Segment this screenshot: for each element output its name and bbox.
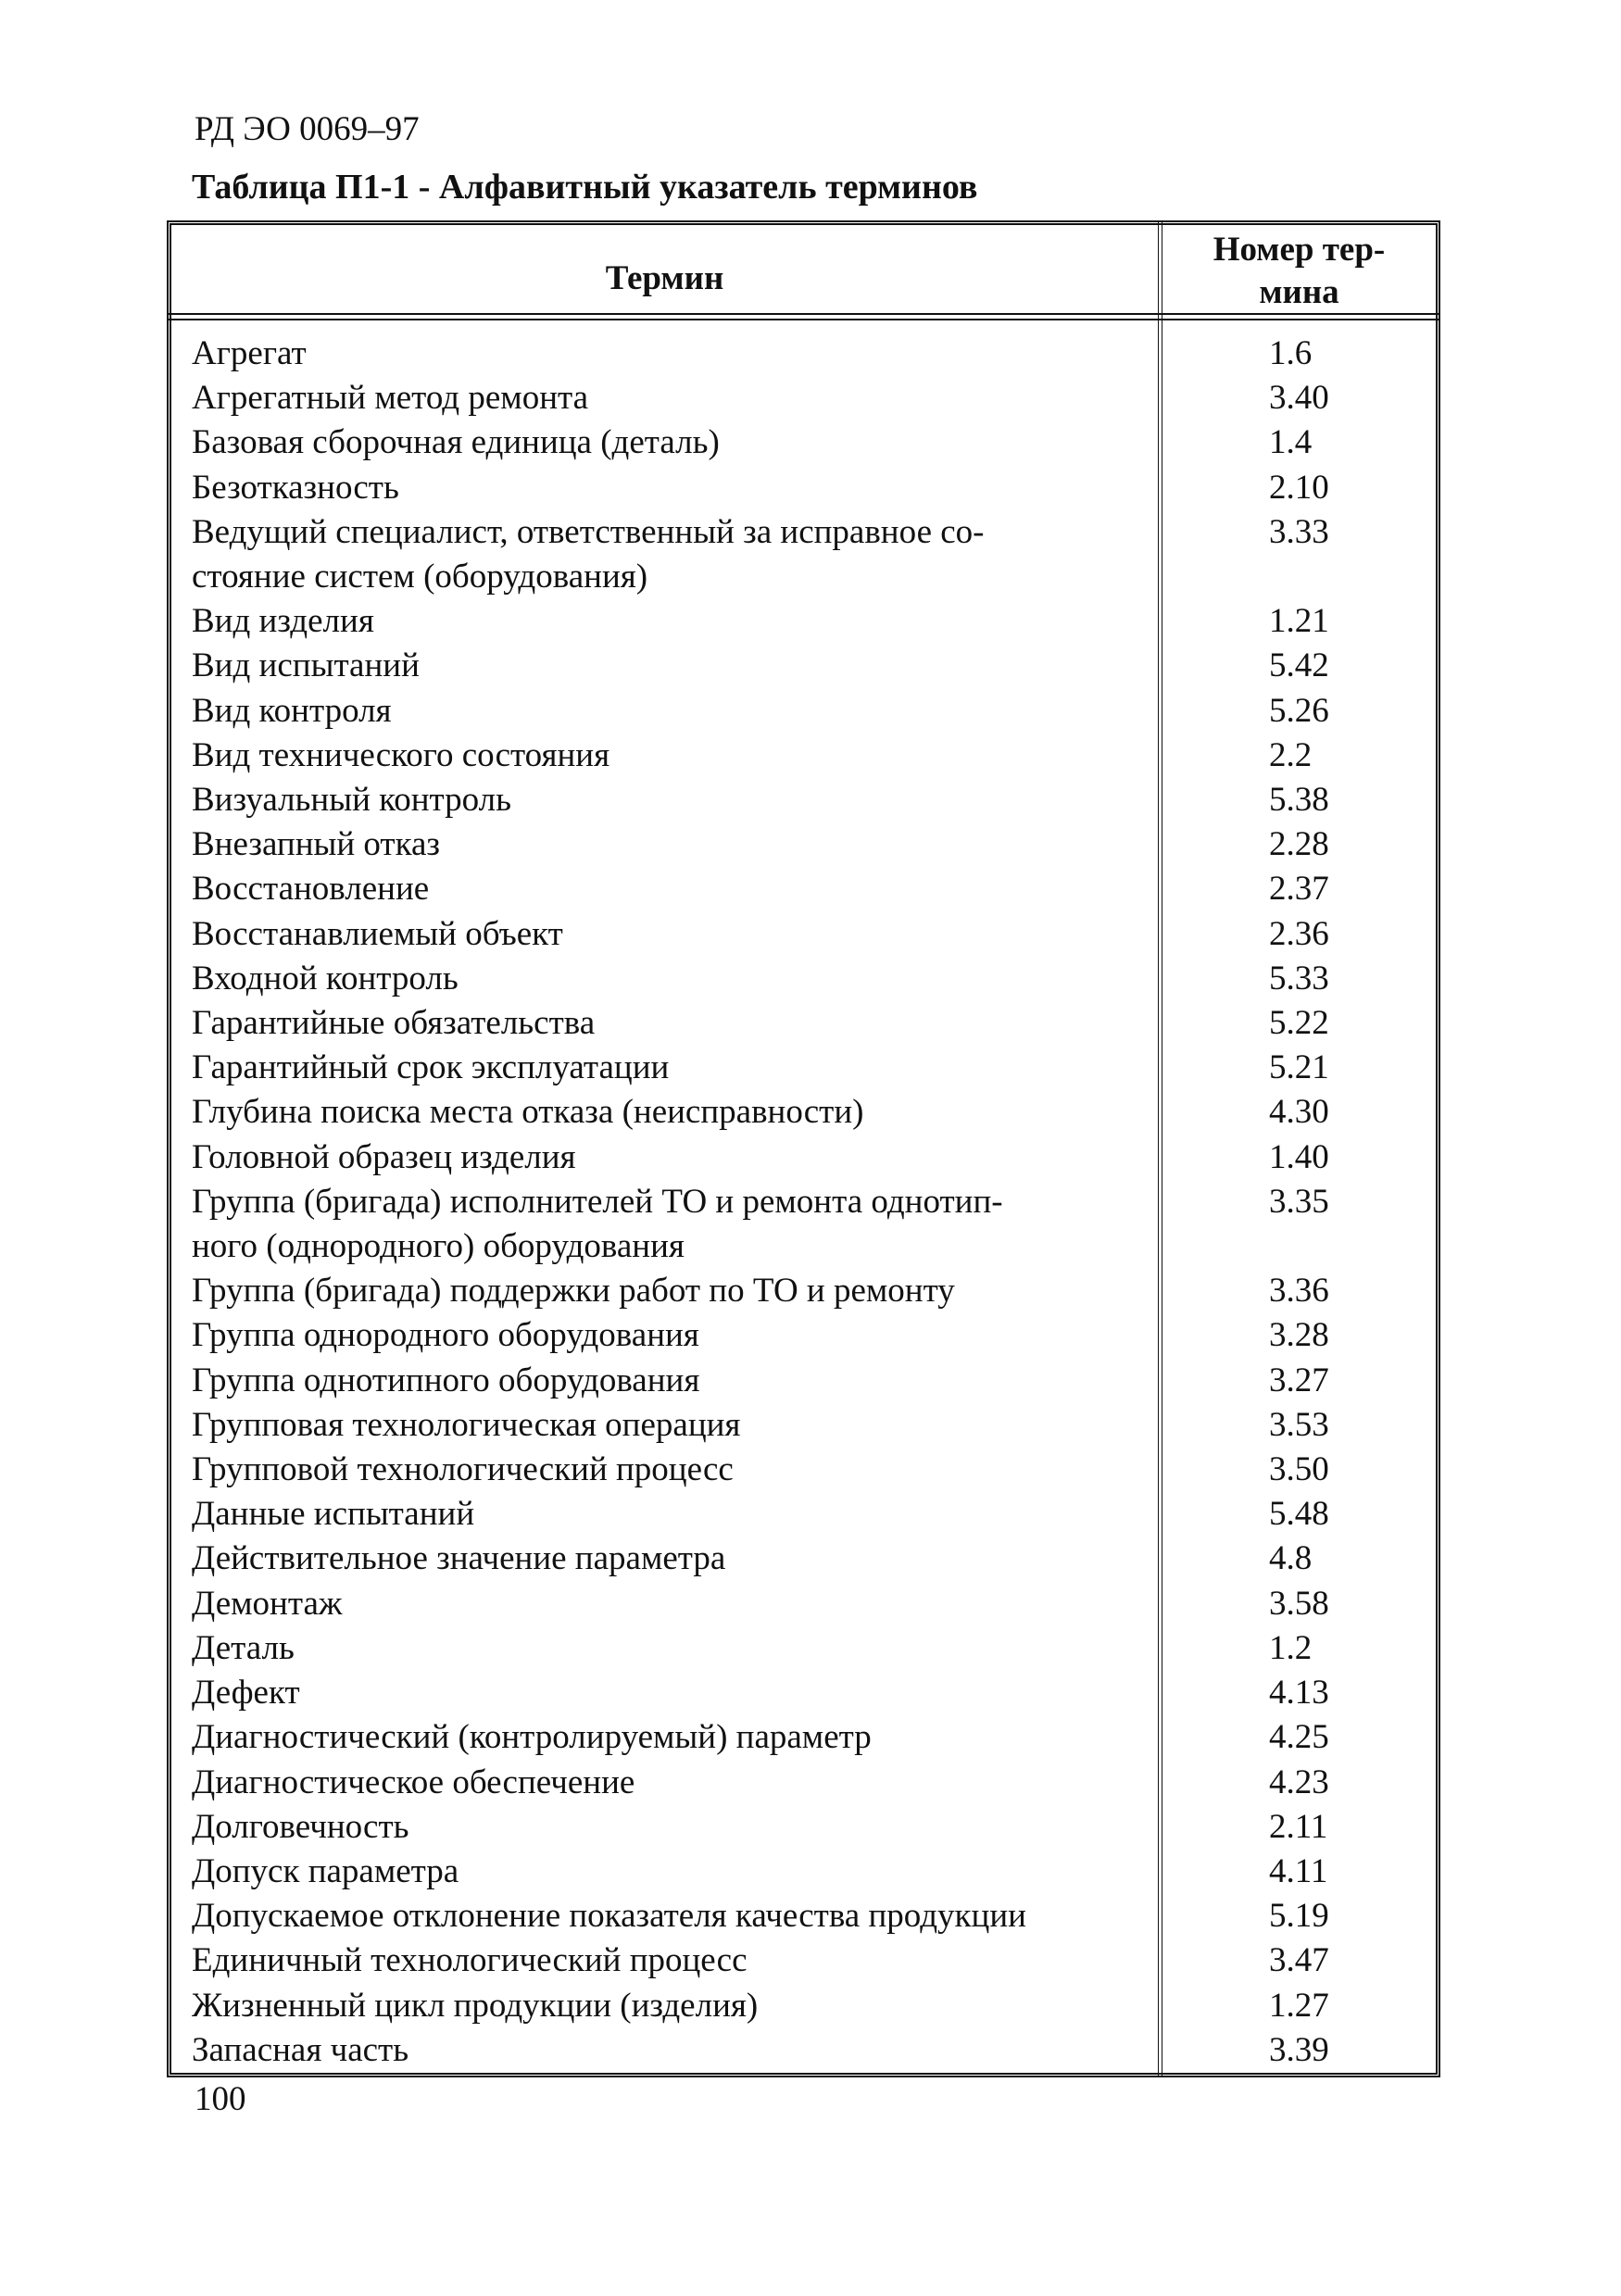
term-cell: Агрегат [192, 334, 307, 372]
term-number-cell: 2.36 [1269, 914, 1329, 953]
term-cell: Вид изделия [192, 602, 374, 641]
term-cell: Дефект [192, 1674, 300, 1713]
document-code: РД ЭО 0069–97 [195, 110, 420, 148]
table-row [192, 822, 1428, 867]
table-row [192, 376, 1428, 420]
table-row [192, 466, 1428, 510]
term-number-cell: 5.38 [1269, 781, 1329, 820]
term-cell: Базовая сборочная единица (деталь) [192, 423, 720, 462]
term-number-cell: 1.27 [1269, 1986, 1329, 2025]
term-number-cell: 3.53 [1269, 1405, 1329, 1444]
term-number-cell: 5.33 [1269, 959, 1329, 997]
term-cell: Ведущий специалист, ответственный за исправное со- стояние систем (оборудования) [192, 512, 985, 596]
term-cell: Восстанавлиемый объект [192, 914, 563, 953]
term-number-cell: 3.36 [1269, 1272, 1329, 1311]
table-row [192, 332, 1428, 376]
table-row [192, 1448, 1428, 1492]
table-row [192, 1805, 1428, 1850]
table-row [192, 510, 1428, 599]
column-header-number: Номер тер- мина [1213, 231, 1386, 311]
term-cell: Жизненный цикл продукции (изделия) [192, 1986, 759, 2025]
term-number-cell: 1.2 [1269, 1628, 1313, 1667]
term-cell: Группа (бригада) поддержки работ по ТО и ремонту [192, 1272, 955, 1311]
term-number-cell: 4.8 [1269, 1539, 1313, 1578]
table-row [192, 1269, 1428, 1313]
term-number-cell: 5.48 [1269, 1495, 1329, 1534]
term-number-cell: 3.35 [1269, 1182, 1329, 1221]
term-cell: Гарантийные обязательства [192, 1004, 596, 1043]
table-row [192, 644, 1428, 688]
table-row [192, 2028, 1428, 2073]
term-cell: Группа однородного оборудования [192, 1316, 699, 1355]
table-row [192, 734, 1428, 778]
table-row [192, 1761, 1428, 1805]
table-row [192, 599, 1428, 644]
term-cell: Глубина поиска места отказа (неисправности) [192, 1093, 864, 1132]
term-cell: Допускаемое отклонение показателя качества продукции [192, 1897, 1026, 1936]
term-cell: Вид технического состояния [192, 735, 610, 774]
term-number-cell: 3.47 [1269, 1941, 1329, 1980]
term-cell: Головной образец изделия [192, 1137, 576, 1176]
table-row [192, 867, 1428, 911]
term-cell: Агрегатный метод ремонта [192, 379, 589, 418]
table-row [192, 1984, 1428, 2028]
term-number-cell: 5.26 [1269, 691, 1329, 730]
table-row [192, 778, 1428, 822]
table-row [192, 1180, 1428, 1269]
table-row [192, 1001, 1428, 1046]
table-row [192, 1850, 1428, 1894]
term-number-cell: 2.28 [1269, 825, 1329, 864]
table-row [192, 1537, 1428, 1581]
table-row [192, 1894, 1428, 1938]
term-number-cell: 5.22 [1269, 1004, 1329, 1043]
term-cell: Визуальный контроль [192, 781, 511, 820]
term-cell: Демонтаж [192, 1584, 343, 1623]
column-header-term: Термин [605, 258, 724, 297]
term-cell: Группа (бригада) исполнителей ТО и ремонта однотип- ного (однородного) оборудования [192, 1182, 1003, 1266]
page-number: 100 [195, 2080, 246, 2118]
table-row [192, 1582, 1428, 1626]
table-row [192, 1359, 1428, 1403]
term-cell: Долговечность [192, 1807, 409, 1846]
term-number-cell: 1.6 [1269, 334, 1313, 372]
term-number-cell: 3.40 [1269, 379, 1329, 418]
term-cell: Допуск параметра [192, 1851, 459, 1890]
term-cell: Групповая технологическая операция [192, 1405, 741, 1444]
term-number-cell: 5.19 [1269, 1897, 1329, 1936]
term-cell: Гарантийный срок эксплуатации [192, 1048, 670, 1087]
term-number-cell: 1.40 [1269, 1137, 1329, 1176]
table-row [192, 912, 1428, 957]
term-number-cell: 3.50 [1269, 1450, 1329, 1489]
term-number-cell: 3.27 [1269, 1361, 1329, 1399]
term-number-cell: 4.11 [1269, 1851, 1328, 1890]
term-number-cell: 5.21 [1269, 1048, 1329, 1087]
table-row [192, 957, 1428, 1001]
term-number-cell: 3.28 [1269, 1316, 1329, 1355]
term-number-cell: 2.10 [1269, 468, 1329, 507]
term-number-cell: 5.42 [1269, 646, 1329, 685]
table-title: Таблица П1-1 - Алфавитный указатель терминов [192, 168, 978, 207]
header-separator [167, 313, 1440, 320]
term-number-cell: 3.58 [1269, 1584, 1329, 1623]
term-number-cell: 3.39 [1269, 2030, 1329, 2069]
term-cell: Безотказность [192, 468, 399, 507]
term-cell: Восстановление [192, 870, 430, 909]
term-number-cell: 4.25 [1269, 1718, 1329, 1757]
table-row [192, 1715, 1428, 1760]
term-cell: Диагностическое обеспечение [192, 1763, 635, 1801]
term-cell: Единичный технологический процесс [192, 1941, 748, 1980]
term-cell: Действительное значение параметра [192, 1539, 726, 1578]
table-row [192, 1671, 1428, 1715]
term-number-cell: 1.21 [1269, 602, 1329, 641]
table-row [192, 1313, 1428, 1358]
term-cell: Вид испытаний [192, 646, 420, 685]
term-number-cell: 4.30 [1269, 1093, 1329, 1132]
term-cell: Диагностический (контролируемый) параметр [192, 1718, 872, 1757]
table-row [192, 1403, 1428, 1448]
term-cell: Данные испытаний [192, 1495, 475, 1534]
table-row [192, 420, 1428, 465]
table-row [192, 1135, 1428, 1180]
term-cell: Вид контроля [192, 691, 392, 730]
table-row [192, 1938, 1428, 1983]
term-cell: Группа однотипного оборудования [192, 1361, 700, 1399]
table-row [192, 1046, 1428, 1090]
term-number-cell: 1.4 [1269, 423, 1313, 462]
table-row [192, 1626, 1428, 1671]
term-number-cell: 2.11 [1269, 1807, 1328, 1846]
term-number-cell: 4.13 [1269, 1674, 1329, 1713]
term-number-cell: 2.37 [1269, 870, 1329, 909]
term-number-cell: 3.33 [1269, 512, 1329, 551]
term-cell: Входной контроль [192, 959, 459, 997]
term-cell: Деталь [192, 1628, 295, 1667]
term-cell: Запасная часть [192, 2030, 409, 2069]
term-number-cell: 4.23 [1269, 1763, 1329, 1801]
table-row [192, 1090, 1428, 1135]
table-row [192, 1492, 1428, 1537]
term-cell: Групповой технологический процесс [192, 1450, 734, 1489]
terms-list [192, 332, 1428, 2073]
term-cell: Внезапный отказ [192, 825, 441, 864]
term-number-cell: 2.2 [1269, 735, 1313, 774]
table-row [192, 689, 1428, 734]
